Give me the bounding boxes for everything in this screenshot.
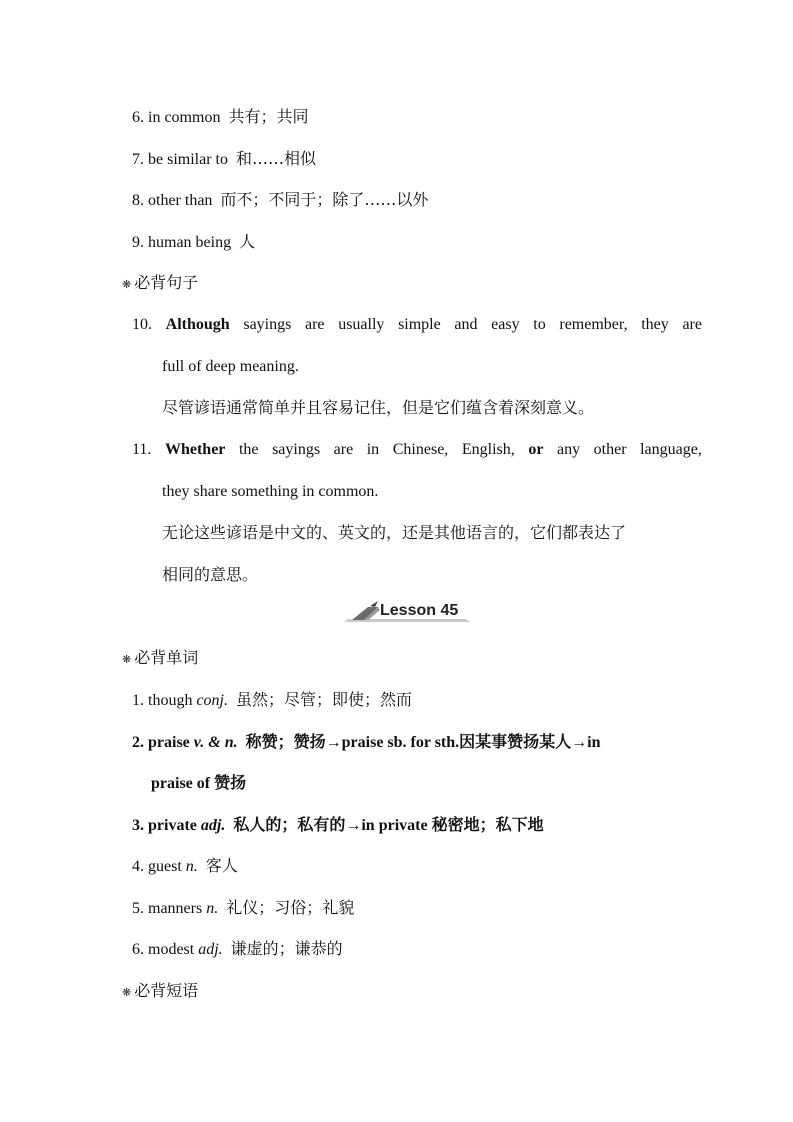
word: sayings [272,441,321,458]
item-number: 7. [132,151,144,168]
sentence-continuation: full of deep meaning. [162,358,299,375]
item-english: be similar to [148,151,228,168]
item-number: 4. [132,858,144,875]
phrase-item [132,106,308,129]
item-english: human being [148,234,232,251]
vocab-word: guest [148,858,182,875]
vocab-word: though [148,692,193,709]
word: in [366,441,380,458]
item-number: 6. [132,941,144,958]
word: remember, [559,316,628,333]
vocab-item [132,689,412,712]
vocab-word: praise [148,734,190,751]
keyword: or [528,441,544,458]
sentence-translation: 尽管谚语通常简单并且容易记住，但是它们蕴含着深刻意义。 [162,398,595,417]
item-number: 2. [132,734,144,751]
section-title: 必背单词 [134,648,199,667]
vocab-meaning: 私人的；私有的 [233,815,346,834]
word: usually [338,316,385,333]
related-phrase: in [587,734,601,751]
word: language, [640,441,702,458]
part-of-speech: adj. [198,941,223,958]
sentence-line [132,439,702,461]
vocab-meaning: 客人 [205,856,238,875]
vocab-meaning: 称赞；赞扬 [245,732,326,751]
vocab-word: private [148,817,197,834]
part-of-speech: adj. [200,817,226,834]
section-heading-words [122,647,198,671]
related-meaning: 因某事赞扬某人 [459,732,572,751]
vocab-word: manners [148,900,203,917]
phrase-item [132,189,428,212]
flower-icon: ❋ [122,278,132,291]
item-english: other than [148,192,213,209]
related-phrase: praise sb. for sth. [341,734,460,751]
keyword: Although [165,316,230,333]
item-chinese: 和……相似 [235,149,316,168]
phrase-item [132,148,316,171]
phrase-item [132,231,255,254]
item-number: 6. [132,109,144,126]
item-chinese: 共有；共同 [228,107,309,126]
section-heading-phrases [122,980,198,1004]
word: to [533,316,546,333]
vocab-item [132,731,601,754]
section-title: 必背短语 [134,981,199,1000]
item-english: in common [148,109,221,126]
part-of-speech: n. [185,858,198,875]
section-heading-sentences [122,272,198,296]
flower-icon: ❋ [122,653,132,666]
item-chinese: 而不；不同于；除了……以外 [220,190,429,209]
word: sayings [243,316,292,333]
arrow-icon: → [345,817,362,834]
item-number: 5. [132,900,144,917]
lesson-banner [344,601,470,625]
word: any [556,441,581,458]
sentence-number: 11. [132,441,152,458]
word: and [454,316,478,333]
word: Chinese, [392,441,449,458]
vocab-meaning: 礼仪；习俗；礼貌 [226,898,355,917]
related-meaning: 赞扬 [214,773,247,792]
item-chinese: 人 [239,232,256,251]
section-title: 必背句子 [134,273,199,292]
word: are [333,441,354,458]
sentence-translation-continued: 相同的意思。 [162,565,259,584]
sentence-translation: 无论这些谚语是中文的、英文的，还是其他语言的，它们都表达了 [162,523,627,542]
item-number: 3. [132,817,144,834]
sentence-continuation: they share something in common. [162,483,379,500]
word: they [641,316,669,333]
part-of-speech: n. [206,900,219,917]
word: easy [491,316,520,333]
vocab-item [132,855,238,878]
vocab-meaning: 虽然；尽管；即使；然而 [236,690,413,709]
related-phrase: praise of [151,775,211,792]
lesson-title: Lesson 45 [380,602,459,619]
part-of-speech: conj. [196,692,228,709]
keyword: Whether [164,441,226,458]
vocab-item-continuation [151,772,246,795]
vocab-word: modest [148,941,195,958]
word: are [682,316,702,333]
vocab-item [132,938,343,961]
item-number: 1. [132,692,144,709]
vocab-item [132,897,354,920]
related-phrase: in private [361,817,428,834]
word: simple [398,316,441,333]
flower-icon: ❋ [122,986,132,999]
item-number: 9. [132,234,144,251]
arrow-icon: → [571,734,588,751]
word: English, [461,441,515,458]
sentence-line [132,314,702,336]
arrow-icon: → [325,734,342,751]
item-number: 8. [132,192,144,209]
word: are [305,316,325,333]
related-meaning: 秘密地；私下地 [431,815,544,834]
part-of-speech: v. & n. [193,734,238,751]
vocab-item [132,814,544,837]
word: other [593,441,627,458]
sentence-number: 10. [132,316,152,333]
word: the [238,441,259,458]
vocab-meaning: 谦虚的；谦恭的 [230,939,343,958]
